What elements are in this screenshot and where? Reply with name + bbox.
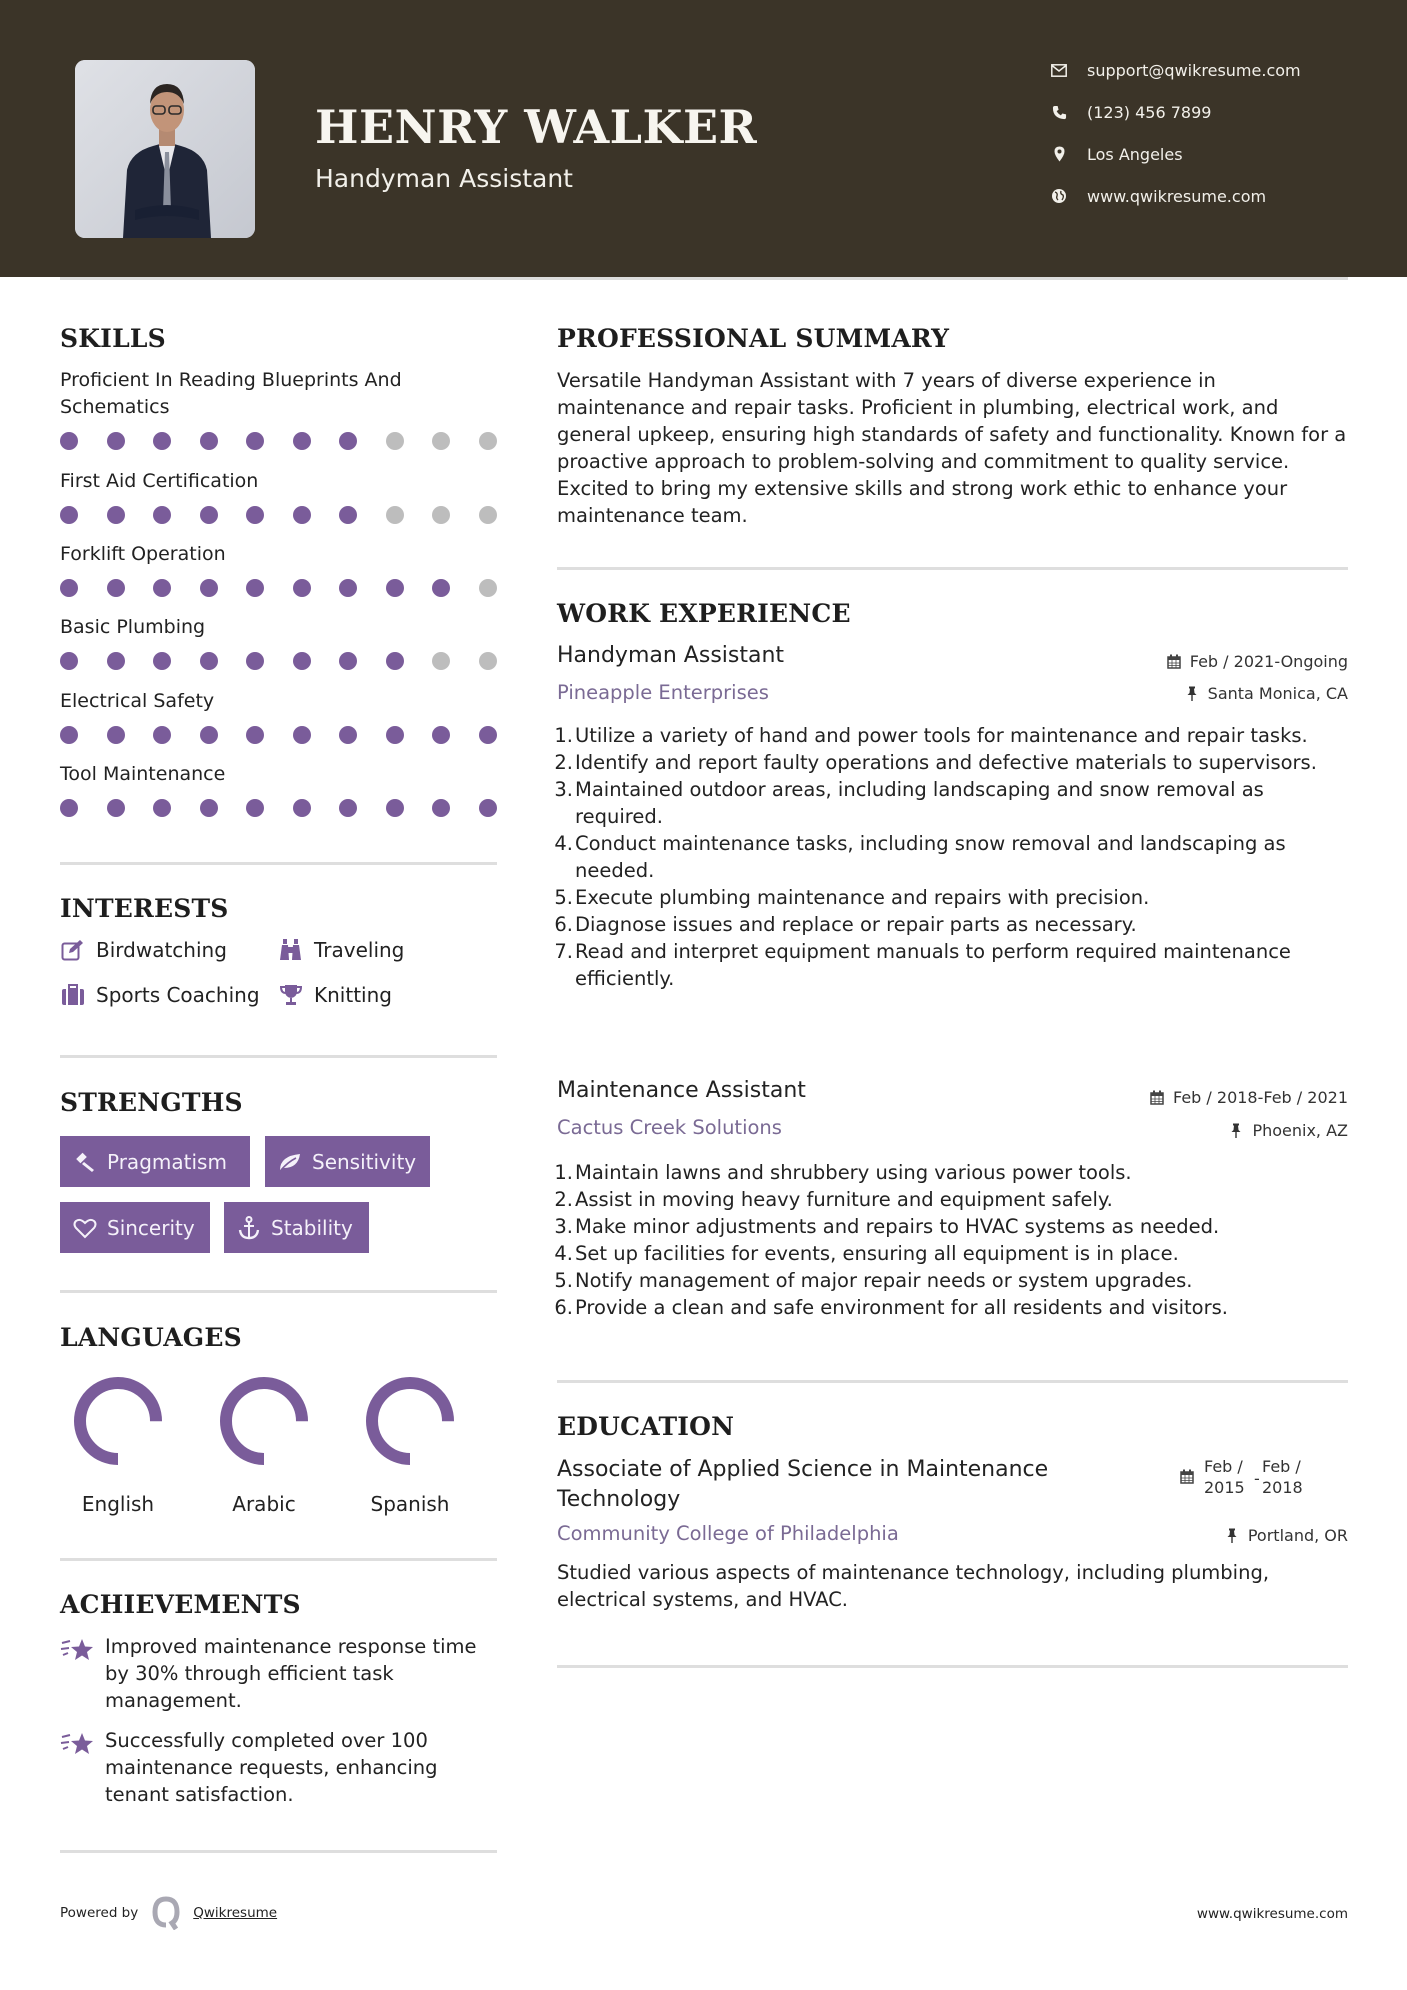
contact-email-text: support@qwikresume.com <box>1087 60 1301 80</box>
rating-dot-empty <box>479 432 497 450</box>
responsibility-text: Conduct maintenance tasks, including snow removal and landscaping as needed. <box>575 832 1286 882</box>
rating-dot-filled <box>107 432 125 450</box>
rating-dot-filled <box>339 652 357 670</box>
skill-label: First Aid Certification <box>60 470 259 492</box>
contact-phone[interactable] <box>1050 98 1211 126</box>
responsibility-item <box>554 911 1348 938</box>
skill-label: Basic Plumbing <box>60 616 206 638</box>
responsibility-text: Identify and report faulty operations and defective materials to supervisors. <box>575 751 1317 774</box>
interest-item <box>278 937 404 963</box>
language-progress-ring <box>364 1375 456 1467</box>
strength-badge <box>265 1136 430 1187</box>
interest-label: Knitting <box>314 983 392 1007</box>
rating-dot-filled <box>432 799 450 817</box>
rating-dot-filled <box>339 726 357 744</box>
responsibility-item <box>554 1213 1348 1240</box>
job-dates <box>1166 652 1348 671</box>
rating-dot-filled <box>200 726 218 744</box>
school-name: Community College of Philadelphia <box>557 1522 899 1545</box>
phone-icon <box>1050 103 1068 121</box>
summary-heading: PROFESSIONAL SUMMARY <box>557 324 950 353</box>
rating-dot-filled <box>386 799 404 817</box>
list-number: 4. <box>554 1242 573 1265</box>
job-responsibilities <box>554 1159 1348 1321</box>
job-title: Maintenance Assistant <box>557 1078 806 1103</box>
rating-dot-filled <box>153 799 171 817</box>
suitcase-icon <box>60 982 86 1008</box>
rating-dot-empty <box>479 579 497 597</box>
job-responsibilities <box>554 722 1348 992</box>
responsibility-text: Make minor adjustments and repairs to HVAC systems as needed. <box>575 1215 1220 1238</box>
powered-by-label: Powered by <box>60 1905 139 1921</box>
rating-dot-filled <box>200 579 218 597</box>
job-location <box>1228 1121 1348 1140</box>
rating-dot-filled <box>153 506 171 524</box>
rating-dot-empty <box>432 652 450 670</box>
rating-dot-filled <box>246 579 264 597</box>
rating-dot-filled <box>60 432 78 450</box>
section-divider <box>60 1055 497 1058</box>
responsibility-text: Read and interpret equipment manuals to perform required maintenance efficiently. <box>575 940 1291 990</box>
pushpin-icon <box>1184 686 1200 702</box>
rating-dot-filled <box>293 506 311 524</box>
job-location-text: Phoenix, AZ <box>1252 1121 1348 1140</box>
contact-location-text: Los Angeles <box>1087 144 1183 164</box>
section-divider <box>557 567 1348 570</box>
rating-dot-filled <box>107 579 125 597</box>
company-name: Pineapple Enterprises <box>557 681 769 704</box>
rating-dot-filled <box>60 579 78 597</box>
rating-dot-filled <box>386 652 404 670</box>
rating-dot-filled <box>200 432 218 450</box>
responsibility-text: Utilize a variety of hand and power tools for maintenance and repair tasks. <box>575 724 1308 747</box>
rating-dot-filled <box>386 726 404 744</box>
interest-item <box>60 937 227 963</box>
rating-dot-filled <box>107 652 125 670</box>
rating-dot-filled <box>479 799 497 817</box>
education-dates <box>1180 1456 1312 1498</box>
rating-dot-filled <box>293 579 311 597</box>
job-dates <box>1149 1088 1348 1107</box>
interest-label: Traveling <box>314 938 405 962</box>
rating-dot-filled <box>293 652 311 670</box>
list-number: 6. <box>554 1296 573 1319</box>
list-number: 6. <box>554 913 573 936</box>
gavel-icon <box>73 1150 97 1174</box>
interest-item <box>278 982 392 1008</box>
list-number: 7. <box>554 940 573 963</box>
rating-dot-filled <box>200 506 218 524</box>
section-divider <box>557 1665 1348 1668</box>
responsibility-text: Set up facilities for events, ensuring all equipment is in place. <box>575 1242 1179 1265</box>
responsibility-text: Diagnose issues and replace or repair parts as necessary. <box>575 913 1137 936</box>
rating-dot-filled <box>479 726 497 744</box>
education-description: Studied various aspects of maintenance technology, including plumbing, electrical systems, and HVAC. <box>557 1561 1270 1611</box>
responsibility-text: Maintained outdoor areas, including landscaping and snow removal as required. <box>575 778 1264 828</box>
job-dates-text: Feb / 2018-Feb / 2021 <box>1173 1088 1348 1107</box>
shooting-star-icon <box>60 1637 94 1663</box>
rating-dot-filled <box>246 652 264 670</box>
language-progress-ring <box>218 1375 310 1467</box>
heart-icon <box>73 1216 97 1240</box>
language-label: Spanish <box>370 1492 450 1516</box>
contact-phone-text: (123) 456 7899 <box>1087 102 1212 122</box>
rating-dot-empty <box>479 506 497 524</box>
section-divider <box>60 1290 497 1293</box>
rating-dot-filled <box>293 432 311 450</box>
rating-dot-filled <box>107 506 125 524</box>
degree-title: Associate of Applied Science in Maintenance Technology <box>557 1457 1049 1512</box>
education-start: Feb / 2015 <box>1204 1457 1245 1497</box>
responsibility-item <box>554 1294 1348 1321</box>
rating-dot-filled <box>60 506 78 524</box>
responsibility-item <box>554 1240 1348 1267</box>
responsibility-text: Provide a clean and safe environment for all residents and visitors. <box>575 1296 1228 1319</box>
experience-heading: WORK EXPERIENCE <box>557 599 851 628</box>
map-marker-icon <box>1050 145 1068 163</box>
calendar-icon <box>1166 654 1182 670</box>
pushpin-icon <box>1224 1528 1240 1544</box>
language-label: English <box>81 1492 155 1516</box>
section-divider <box>60 862 497 865</box>
rating-dot-filled <box>107 726 125 744</box>
job-title: Handyman Assistant <box>557 643 785 668</box>
contact-location <box>1050 140 1183 168</box>
language-item <box>204 1375 324 1516</box>
section-divider <box>60 1850 497 1853</box>
rating-dot-filled <box>153 726 171 744</box>
rating-dot-filled <box>386 579 404 597</box>
qwikresume-logo-icon <box>151 1896 181 1930</box>
rating-dot-empty <box>432 432 450 450</box>
calendar-icon <box>1180 1468 1196 1484</box>
rating-dot-filled <box>246 506 264 524</box>
strength-badge <box>60 1202 210 1253</box>
rating-dot-filled <box>107 799 125 817</box>
date-separator: - <box>1254 1469 1260 1488</box>
responsibility-item <box>554 1186 1348 1213</box>
pushpin-icon <box>1228 1123 1244 1139</box>
responsibility-item <box>554 749 1348 776</box>
edit-icon <box>60 937 86 963</box>
achievement-text: Successfully completed over 100 maintenance requests, enhancing tenant satisfaction. <box>105 1729 438 1806</box>
education-heading: EDUCATION <box>557 1412 735 1441</box>
responsibility-item <box>554 1267 1348 1294</box>
responsibility-item <box>554 1159 1348 1186</box>
languages-heading: LANGUAGES <box>60 1323 242 1352</box>
strengths-heading: STRENGTHS <box>60 1088 243 1117</box>
education-end: Feb / 2018 <box>1262 1457 1303 1497</box>
skill-label: Tool Maintenance <box>60 763 226 785</box>
leaf-icon <box>278 1150 302 1174</box>
candidate-title: Handyman Assistant <box>315 164 573 193</box>
language-item <box>350 1375 470 1516</box>
rating-dot-filled <box>246 432 264 450</box>
achievements-heading: ACHIEVEMENTS <box>60 1590 301 1619</box>
rating-dot-filled <box>60 799 78 817</box>
footer-website-link[interactable]: www.qwikresume.com <box>1196 1906 1348 1922</box>
list-number: 1. <box>554 724 573 747</box>
list-number: 3. <box>554 778 573 801</box>
rating-dot-filled <box>246 726 264 744</box>
rating-dot-filled <box>293 726 311 744</box>
shooting-star-icon <box>60 1731 94 1757</box>
globe-icon <box>1050 187 1068 205</box>
rating-dot-filled <box>246 799 264 817</box>
responsibility-text: Maintain lawns and shrubbery using various power tools. <box>575 1161 1132 1184</box>
interest-label: Sports Coaching <box>96 983 260 1007</box>
list-number: 2. <box>554 751 573 774</box>
list-number: 4. <box>554 832 573 855</box>
rating-dot-empty <box>479 652 497 670</box>
job-dates-text: Feb / 2021-Ongoing <box>1189 652 1348 671</box>
responsibility-text: Notify management of major repair needs or system upgrades. <box>575 1269 1193 1292</box>
qwikresume-link[interactable]: Qwikresume <box>193 1905 278 1921</box>
contact-website-text: www.qwikresume.com <box>1087 186 1267 206</box>
binoculars-icon <box>278 937 304 963</box>
rating-dot-empty <box>386 432 404 450</box>
rating-dot-filled <box>432 726 450 744</box>
job-location <box>1184 684 1348 703</box>
envelope-icon <box>1050 61 1068 79</box>
language-progress-ring <box>72 1375 164 1467</box>
rating-dot-filled <box>432 579 450 597</box>
job-location-text: Santa Monica, CA <box>1207 684 1348 703</box>
contact-website[interactable] <box>1050 182 1266 210</box>
rating-dot-filled <box>60 726 78 744</box>
responsibility-item <box>554 938 1348 992</box>
education-location <box>1224 1526 1348 1545</box>
list-number: 1. <box>554 1161 573 1184</box>
strength-label: Sincerity <box>107 1215 195 1240</box>
summary-text: Versatile Handyman Assistant with 7 years of diverse experience in maintenance and repair tasks. Proficient in plumbing, electrical work, and general upkeep, ensuring high standards of safety and functionality. Known for a proactive approach to problem-solving and commitment to quality service. Excited to bring my extensive skills and strong work ethic to enhance your maintenance team. <box>557 369 1347 527</box>
education-location-text: Portland, OR <box>1247 1526 1348 1545</box>
rating-dot-filled <box>339 506 357 524</box>
section-divider <box>60 1558 497 1561</box>
strength-label: Sensitivity <box>312 1149 417 1174</box>
contact-email[interactable] <box>1050 56 1301 84</box>
rating-dot-filled <box>339 432 357 450</box>
trophy-icon <box>278 982 304 1008</box>
responsibility-text: Execute plumbing maintenance and repairs with precision. <box>575 886 1150 909</box>
resume-header <box>0 0 1407 277</box>
responsibility-item <box>554 776 1348 830</box>
rating-dot-filled <box>339 799 357 817</box>
interest-label: Birdwatching <box>96 938 227 962</box>
company-name: Cactus Creek Solutions <box>557 1116 782 1139</box>
profile-photo <box>75 60 255 238</box>
calendar-icon <box>1149 1090 1165 1106</box>
skill-label: Forklift Operation <box>60 543 226 565</box>
list-number: 3. <box>554 1215 573 1238</box>
responsibility-text: Assist in moving heavy furniture and equipment safely. <box>575 1188 1113 1211</box>
interest-item <box>60 982 260 1008</box>
language-label: Arabic <box>232 1492 296 1516</box>
rating-dot-filled <box>293 799 311 817</box>
rating-dot-filled <box>200 799 218 817</box>
rating-dot-filled <box>153 579 171 597</box>
skills-heading: SKILLS <box>60 324 166 353</box>
candidate-name: HENRY WALKER <box>315 100 758 154</box>
rating-dot-filled <box>153 432 171 450</box>
skill-label: Proficient In Reading Blueprints And Schematics <box>60 369 402 418</box>
language-item <box>58 1375 178 1516</box>
strength-badge <box>60 1136 250 1187</box>
section-divider <box>557 1380 1348 1383</box>
rating-dot-empty <box>432 506 450 524</box>
responsibility-item <box>554 722 1348 749</box>
strength-label: Pragmatism <box>107 1149 227 1174</box>
skill-label: Electrical Safety <box>60 690 215 712</box>
list-number: 5. <box>554 1269 573 1292</box>
list-number: 2. <box>554 1188 573 1211</box>
strength-badge <box>224 1202 369 1253</box>
rating-dot-filled <box>200 652 218 670</box>
strength-label: Stability <box>271 1215 353 1240</box>
header-divider <box>60 277 1348 280</box>
responsibility-item <box>554 830 1348 884</box>
rating-dot-filled <box>60 652 78 670</box>
rating-dot-filled <box>339 579 357 597</box>
anchor-icon <box>237 1216 261 1240</box>
interests-heading: INTERESTS <box>60 894 229 923</box>
rating-dot-empty <box>386 506 404 524</box>
achievement-text: Improved maintenance response time by 30% through efficient task management. <box>105 1635 477 1712</box>
rating-dot-filled <box>153 652 171 670</box>
footer-powered-by <box>60 1896 277 1930</box>
responsibility-item <box>554 884 1348 911</box>
list-number: 5. <box>554 886 573 909</box>
person-portrait-icon <box>75 60 255 238</box>
